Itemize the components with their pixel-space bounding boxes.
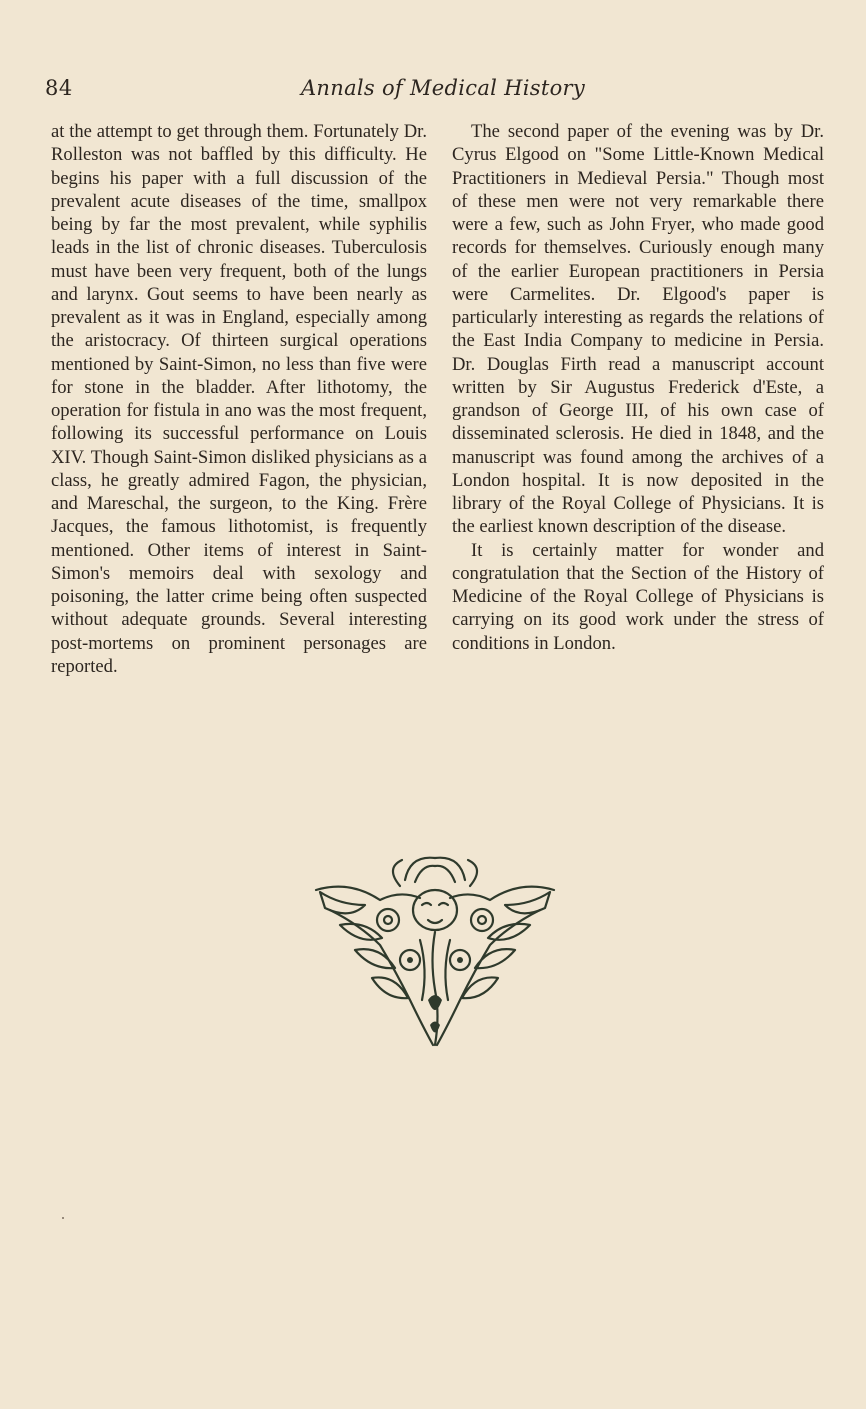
left-paragraph: at the attempt to get through them. Fortunately Dr. Rolleston was not baffled by this difficulty. He begins his paper with a full discussion of the prevalent acute diseases of the time, smallpox being by far the most prevalent, while syphilis leads in the list of chronic diseases. Tuberculosis must have been very frequent, both of the lungs and larynx. Gout seems to have been nearly as prevalent as it was in England, especially among the aristocracy. Of thirteen surgical operations mentioned by Saint-Simon, no less than five were for stone in the bladder. After lithotomy, the operation for fistula in ano was the most frequent, following its successful performance on Louis XIV. Though Saint-Simon disliked physicians as a class, he greatly admired Fagon, the physician, and Mareschal, the surgeon, to the King. Frère Jacques, the famous lithotomist, is frequently mentioned. Other items of interest in Saint-Simon's memoirs deal with sexology and poisoning, the latter crime being often suspected without adequate grounds. Several interesting post-mortems on prominent personages are reported.: [51, 121, 427, 677]
right-paragraph-1: The second paper of the evening was by Dr. Cyrus Elgood on "Some Little-Known Medical Practitioners in Medieval Persia." Though most of these men were not very remarkable there were a few, such as John Fryer, who made good records for themselves. Curiously enough many of the earlier European practitioners in Persia were Carmelites. Dr. Elgood's paper is particularly interesting as regards the relations of the East India Company to medicine in Persia. Dr. Douglas Firth read a manuscript account written by Sir Augustus Frederick d'Este, a grandson of George III, of his own case of disseminated sclerosis. He died in 1848, and the manuscript was found among the archives of a London hospital. It is now deposited in the library of the Royal College of Physicians. It is the earliest known description of the disease.: [452, 121, 824, 538]
right-paragraph-2: It is certainly matter for wonder and congratulation that the Section of the History of Medicine of the Royal College of Physicians is carrying on its good work under the stress of conditions in London.: [452, 539, 824, 654]
running-title: Annals of Medical History: [300, 76, 586, 100]
right-column: [452, 120, 824, 655]
page-number: 84: [45, 76, 73, 100]
floral-tailpiece-icon: [310, 850, 560, 1050]
left-column: [51, 120, 427, 678]
paper-speck: [62, 1217, 64, 1219]
